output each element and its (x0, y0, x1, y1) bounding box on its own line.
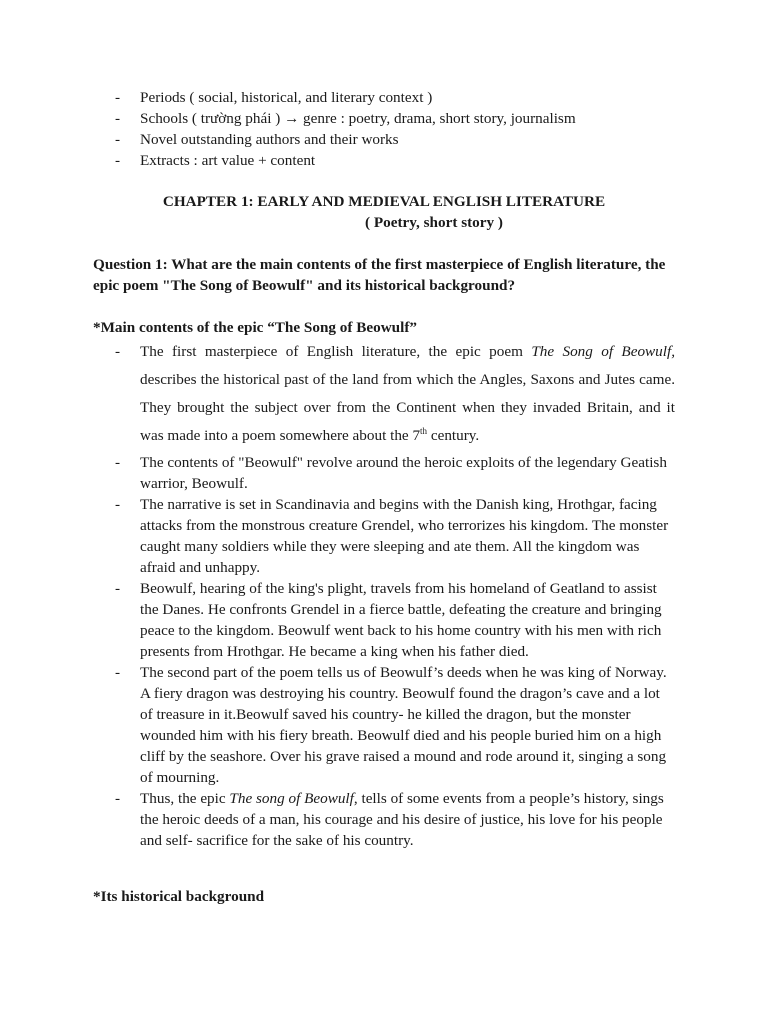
section-heading-historical-background: *Its historical background (93, 888, 265, 905)
list-item: - Extracts : art value + content (115, 152, 316, 169)
chapter-subtitle: ( Poetry, short story ) (365, 214, 503, 231)
section-heading-main-contents: *Main contents of the epic “The Song of Beowulf” (93, 319, 417, 336)
list-item: - The second part of the poem tells us of Beowulf’s deeds when he was king of Norway. A fiery dragon was destroying his country. Beowulf found the dragon’s cave and a lot of treasure in it.Beowulf saved his country- he killed the dragon, but the monster wounded him with his fiery breath. Beowulf died and his people buried him on a high cliff by the seashore. Over his grave raised a mound and rode around it, singing a song of mourning. (115, 664, 667, 786)
list-item: - The contents of "Beowulf" revolve around the heroic exploits of the legendary Geatish warrior, Beowulf. (115, 454, 667, 492)
list-item: - The narrative is set in Scandinavia and begins with the Danish king, Hrothgar, facing attacks from the monstrous creature Grendel, who terrorizes his kingdom. The monster caught many soldiers while they were sleeping and ate them. All the kingdom was afraid and unhappy. (115, 496, 669, 576)
list-item: - The first masterpiece of English literature, the epic poem The Song of Beowulf, describes the historical past of the land from which the Angles, Saxons and Jutes came. They brought the subject over from the Continent when they invaded Britain, and it was made into a poem somewhere about the 7th century. (115, 343, 676, 444)
main-contents-list (115, 338, 675, 851)
list-item: - Beowulf, hearing of the king's plight, travels from his homeland of Geatland to assist the Danes. He confronts Grendel in a fierce battle, defeating the creature and bringing peace to the kingdom. Beowulf went back to his home country with his men with rich presents from Hrothgar. He became a king when his father died. (115, 580, 662, 660)
list-item: - Schools ( trường phái ) → genre : poetry, drama, short story, journalism (115, 110, 576, 127)
list-item: - Novel outstanding authors and their works (115, 131, 399, 148)
list-item: - Periods ( social, historical, and literary context ) (115, 89, 433, 106)
chapter-title: CHAPTER 1: EARLY AND MEDIEVAL ENGLISH LITERATURE (162, 193, 606, 210)
intro-list (115, 87, 655, 171)
question-heading: Question 1: What are the main contents of the first masterpiece of English literature, the epic poem "The Song of Beowulf" and its historical background? (93, 256, 666, 294)
list-item: - Thus, the epic The song of Beowulf, tells of some events from a people’s history, sings the heroic deeds of a man, his courage and his desire of justice, his love for his people and self- sacrifice for the sake of his country. (115, 790, 664, 849)
